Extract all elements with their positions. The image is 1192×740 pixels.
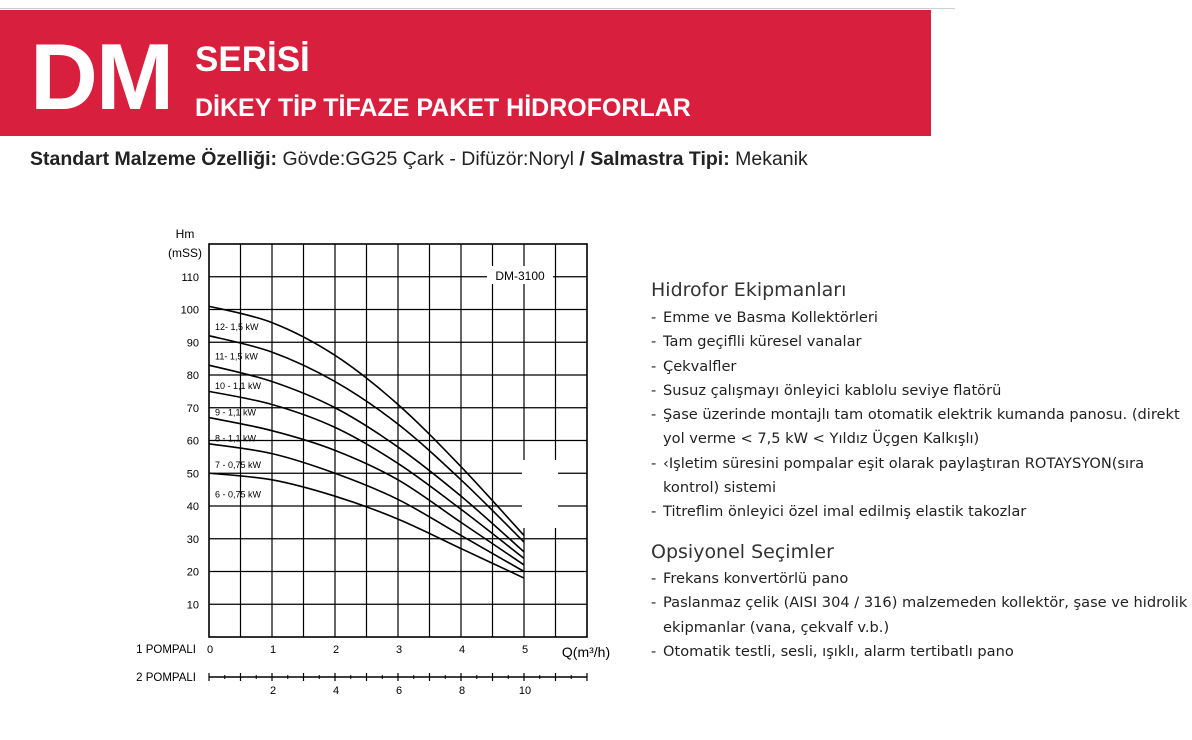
dash-bullet: - xyxy=(651,333,657,351)
x-tick-label: 0 xyxy=(206,644,214,656)
y-tick-label: 30 xyxy=(186,533,199,546)
material-label: Standart Malzeme Özelliği: xyxy=(30,148,278,170)
curve-label: 11- 1,5 kW xyxy=(215,351,258,362)
page-subtitle: DİKEY TİP TİFAZE PAKET HİDROFORLAR xyxy=(195,94,691,122)
options-list xyxy=(651,567,1192,664)
curve-label: 8 - 1,1 kW xyxy=(215,433,257,444)
list-item xyxy=(651,306,1192,330)
x-axis-label: Q(m³/h) xyxy=(561,644,611,660)
x-tick-label: 4 xyxy=(458,644,466,656)
curve-label: 6 - 0,75 kW xyxy=(215,489,262,500)
y-tick-label: 60 xyxy=(186,435,199,448)
axis2-tick-label: 10 xyxy=(518,685,532,697)
dash-bullet: - xyxy=(651,570,657,587)
y-tick-label: 100 xyxy=(180,304,199,317)
dash-bullet: - xyxy=(651,357,657,375)
dash-bullet: - xyxy=(651,381,657,399)
list-item-text: Susuz çalışmayı önleyici kablolu seviye flatörü xyxy=(663,381,1002,399)
axis2-tick-label: 2 xyxy=(269,685,277,697)
list-item-text: Paslanmaz çelik (AISI 304 / 316) malzemeden kollektör, şase ve hidrolik ekipmanlar (vana, çekvalf v.b.) xyxy=(663,594,1188,636)
list-item xyxy=(651,640,1192,664)
curve-label: 12- 1,5 kW xyxy=(215,322,259,333)
seal-value: Mekanik xyxy=(729,148,808,170)
chart-gap xyxy=(522,460,558,528)
equipment-list xyxy=(651,306,1192,525)
options-title: Opsiyonel Seçimler xyxy=(651,541,834,563)
material-value: Gövde:GG25 Çark - Difüzör:Noryl xyxy=(277,148,580,170)
list-item-text: Şase üzerinde montajlı tam otomatik elektrik kumanda panosu. (direkt yol verme < 7,5 kW < Yıldız Üçgen Kalkışlı) xyxy=(663,406,1180,448)
list-item-text: Emme ve Basma Kollektörleri xyxy=(663,309,878,326)
dash-bullet: - xyxy=(651,594,657,612)
list-item xyxy=(651,567,1192,591)
list-item xyxy=(651,330,1192,354)
curve-label: 10 - 1,1 kW xyxy=(215,381,262,392)
y-tick-label: 10 xyxy=(186,599,199,612)
spec-separator: / xyxy=(579,148,591,170)
list-item xyxy=(651,452,1192,501)
x-tick-label: 2 xyxy=(332,644,340,656)
x-tick-label: 1 xyxy=(269,644,277,656)
axis2-tick-label: 8 xyxy=(458,685,466,697)
seal-label: Salmastra Tipi: xyxy=(590,148,730,170)
list-item-text: ‹Işletim süresini pompalar eşit olarak paylaştıran ROTAYSYON(sıra kontrol) sistemi xyxy=(663,454,1145,497)
y-tick-label: 50 xyxy=(186,468,199,481)
x-tick-label: 3 xyxy=(395,644,403,656)
model-code: DM xyxy=(30,24,173,129)
y-tick-label: 110 xyxy=(181,271,199,284)
x-tick-label: 5 xyxy=(521,644,529,656)
axis2-tick-label: 4 xyxy=(332,685,340,697)
y-tick-label: 40 xyxy=(186,501,199,513)
list-item xyxy=(651,403,1192,452)
axis2-label: 2 POMPALI xyxy=(136,672,196,684)
list-item-text: Çekvalfler xyxy=(663,357,737,375)
y-tick-label: 90 xyxy=(186,337,199,350)
list-item-text: Otomatik testli, sesli, ışıklı, alarm tertibatlı pano xyxy=(663,642,1014,660)
y-axis-label: Hm xyxy=(175,227,195,241)
curve-label: 9 - 1,1 kW xyxy=(215,407,257,418)
y-axis-unit: (mSS) xyxy=(168,246,202,260)
y-tick-label: 20 xyxy=(186,566,199,579)
axis1-label: 1 POMPALI xyxy=(136,644,196,656)
list-item-text: Tam geçiflli küresel vanalar xyxy=(663,333,862,351)
dash-bullet: - xyxy=(651,309,657,326)
list-item xyxy=(651,379,1192,403)
series-label: SERİSİ xyxy=(195,40,310,79)
list-item xyxy=(651,500,1192,524)
axis2-tick-label: 6 xyxy=(395,685,403,697)
list-item-text: Frekans konvertörlü pano xyxy=(663,570,849,587)
dash-bullet: - xyxy=(651,503,657,521)
list-item xyxy=(651,591,1192,640)
dash-bullet: - xyxy=(651,642,657,660)
dash-bullet: - xyxy=(651,454,657,472)
list-item-text: Titreflim önleyici özel imal edilmiş elastik takozlar xyxy=(663,503,1027,521)
equipment-title: Hidrofor Ekipmanları xyxy=(651,279,847,301)
curve-label: 7 - 0,75 kW xyxy=(215,459,262,470)
dash-bullet: - xyxy=(651,406,657,424)
list-item xyxy=(651,355,1192,379)
chart-title: DM-3100 xyxy=(495,269,545,283)
y-tick-label: 70 xyxy=(186,402,199,415)
y-tick-label: 80 xyxy=(186,370,199,382)
